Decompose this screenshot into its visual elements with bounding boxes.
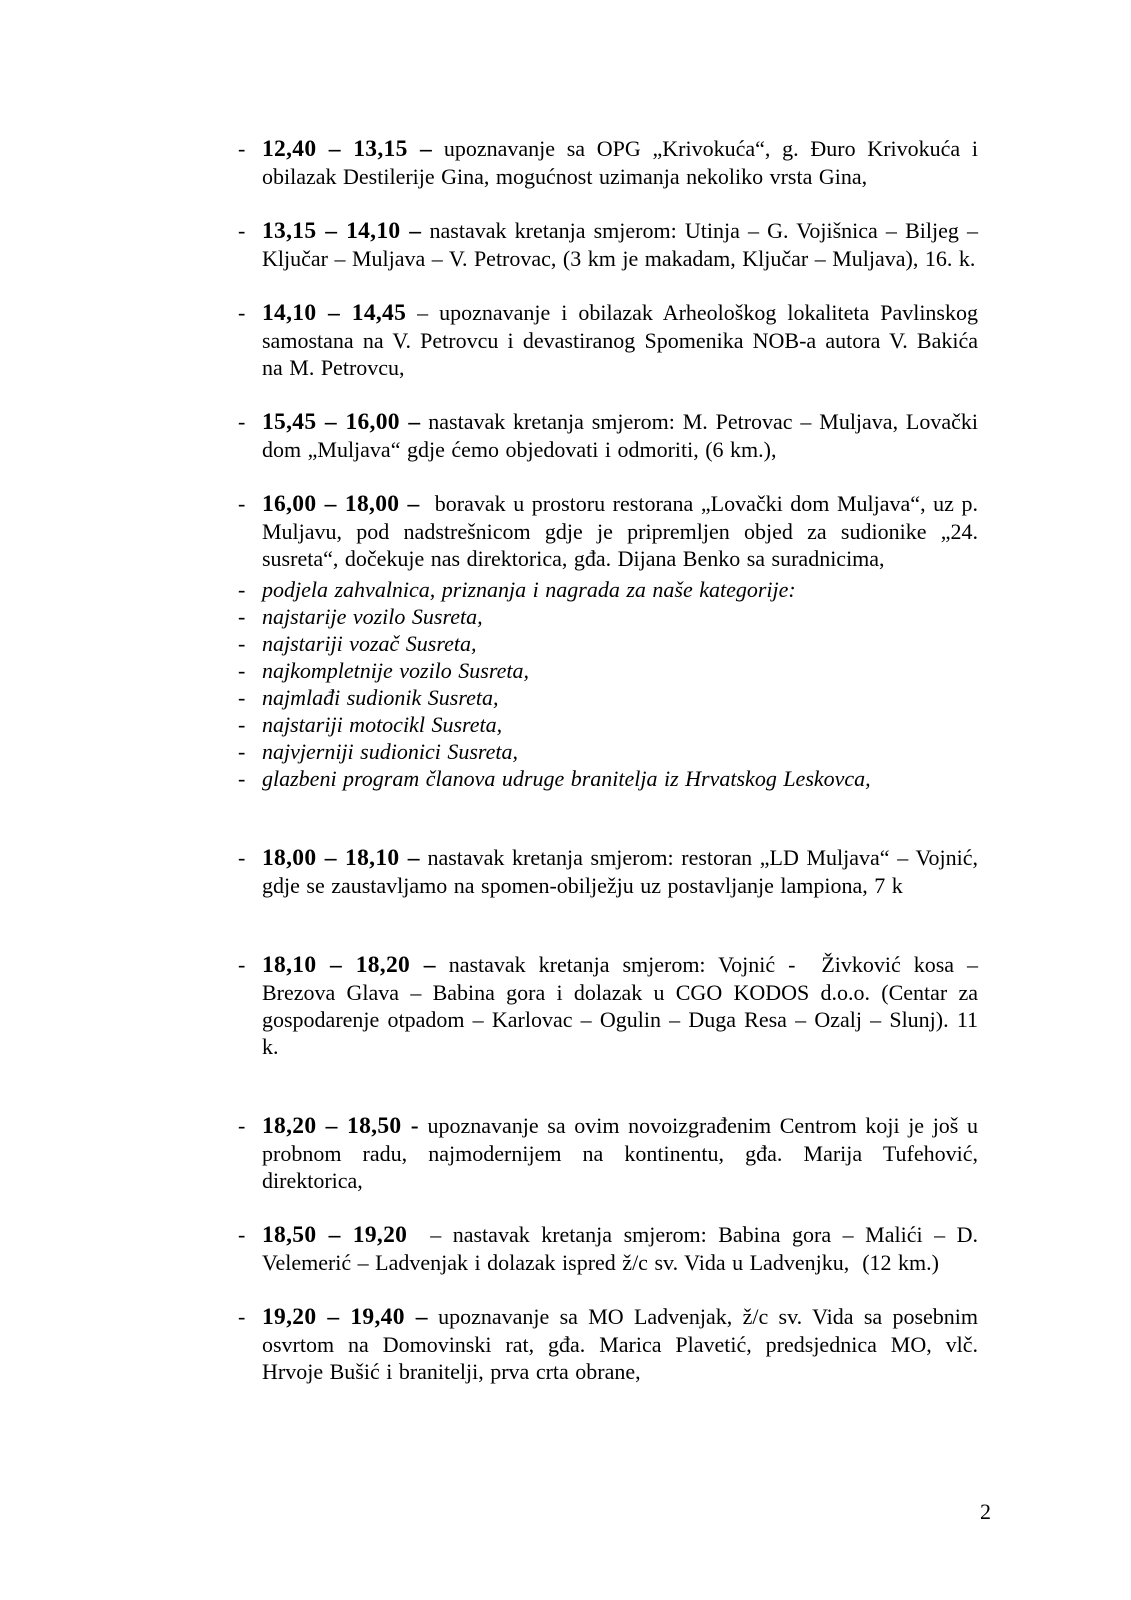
entry-body: nastavak kretanja smjerom: Vojnić - Živković kosa – Brezova Glava – Babina gora i dolazak u CGO KODOS d.o.o. (Centar za gospodarenje otpadom – Karlovac – Ogulin – Duga Resa – Ozalj – Slunj). 11 k. — [262, 952, 979, 1059]
entry-time-range: 18,50 – 19,20 — [262, 1222, 408, 1248]
award-item — [238, 630, 978, 657]
entry-time-range: 14,10 – 14,45 — [262, 300, 407, 326]
list-dash-icon: - — [238, 1113, 246, 1138]
award-item — [238, 576, 978, 603]
entry-time-range: 18,00 – 18,10 – — [262, 845, 420, 871]
list-dash-icon: - — [238, 136, 246, 161]
entry-time-range: 12,40 – 13,15 – — [262, 136, 433, 162]
schedule-entry — [238, 217, 978, 272]
list-dash-icon: - — [238, 658, 246, 683]
list-dash-icon: - — [238, 491, 246, 516]
list-dash-icon: - — [238, 766, 246, 791]
entry-time-range: 13,15 – 14,10 – — [262, 218, 422, 244]
entry-text — [262, 1303, 978, 1385]
entry-body: podjela zahvalnica, priznanja i nagrada za naše kategorije: — [262, 577, 796, 602]
schedule-entry — [238, 951, 978, 1060]
entry-body: najstariji motocikl Susreta, — [262, 712, 503, 737]
schedule-entry — [238, 1221, 978, 1276]
list-dash-icon: - — [238, 739, 246, 764]
list-dash-icon: - — [238, 604, 246, 629]
list-dash-icon: - — [238, 631, 246, 656]
list-dash-icon: - — [238, 1304, 246, 1329]
entry-body: nastavak kretanja smjerom: restoran „LD Muljava“ – Vojnić, gdje se zaustavljamo na spomen-obilježju uz postavljanje lampiona, 7 k — [262, 845, 978, 898]
entry-body: najstarije vozilo Susreta, — [262, 604, 483, 629]
schedule-entry — [238, 1112, 978, 1194]
award-text — [262, 711, 978, 738]
entry-body: najkompletnije vozilo Susreta, — [262, 658, 529, 683]
award-text — [262, 603, 978, 630]
entry-text — [262, 408, 978, 463]
entry-body: najstariji vozač Susreta, — [262, 631, 477, 656]
entry-text — [262, 299, 978, 381]
list-dash-icon: - — [238, 685, 246, 710]
schedule-entry — [238, 299, 978, 381]
list-dash-icon: - — [238, 845, 246, 870]
award-item — [238, 657, 978, 684]
list-dash-icon: - — [238, 952, 246, 977]
list-dash-icon: - — [238, 577, 246, 602]
award-item — [238, 711, 978, 738]
page-number: 2 — [980, 1499, 991, 1524]
list-dash-icon: - — [238, 409, 246, 434]
schedule-entry — [238, 490, 978, 572]
entry-text — [262, 844, 978, 899]
award-item — [238, 738, 978, 765]
schedule-entry — [238, 844, 978, 899]
entry-body: upoznavanje sa MO Ladvenjak, ž/c sv. Vida sa posebnim osvrtom na Domovinski rat, gđa. Marica Plavetić, predsjednica MO, vlč. Hrvoje Bušić i branitelji, prva crta obrane, — [262, 1304, 978, 1384]
award-item — [238, 684, 978, 711]
entry-body: najmlađi sudionik Susreta, — [262, 685, 499, 710]
award-item — [238, 603, 978, 630]
entry-time-range: 16,00 – 18,00 – — [262, 491, 420, 517]
list-dash-icon: - — [238, 218, 246, 243]
list-dash-icon: - — [238, 1222, 246, 1247]
entry-body: glazbeni program članova udruge branitelja iz Hrvatskog Leskovca, — [262, 766, 871, 791]
entry-body: upoznavanje sa OPG „Krivokuća“, g. Đuro Krivokuća i obilazak Destilerije Gina, mogućnost uzimanja nekoliko vrsta Gina, — [262, 136, 979, 189]
award-text — [262, 765, 978, 792]
entry-text — [262, 1221, 978, 1276]
entry-body: boravak u prostoru restorana „Lovački dom Muljava“, uz p. Muljavu, pod nadstrešnicom gdje je pripremljen objed za sudionike „24. susreta“, dočekuje nas direktorica, gđa. Dijana Benko sa suradnicima, — [262, 491, 978, 571]
entry-body: upoznavanje sa ovim novoizgrađenim Centrom koji je još u probnom radu, najmodernijem na kontinentu, gđa. Marija Tufehović, direktorica, — [262, 1113, 979, 1193]
award-item — [238, 765, 978, 792]
award-text — [262, 684, 978, 711]
entry-body: najvjerniji sudionici Susreta, — [262, 739, 518, 764]
award-text — [262, 738, 978, 765]
entry-body: – nastavak kretanja smjerom: Babina gora – Malići – D. Velemerić – Ladvenjak i dolazak ispred ž/c sv. Vida u Ladvenjku, (12 km.) — [262, 1222, 978, 1275]
entry-time-range: 18,10 – 18,20 – — [262, 952, 436, 978]
award-text — [262, 576, 978, 603]
schedule-entry — [238, 1303, 978, 1385]
entry-text — [262, 1112, 978, 1194]
award-text — [262, 657, 978, 684]
entry-text — [262, 135, 978, 190]
entry-body: nastavak kretanja smjerom: M. Petrovac – Muljava, Lovački dom „Muljava“ gdje ćemo objedovati i odmoriti, (6 km.), — [262, 409, 978, 462]
entry-time-range: 18,20 – 18,50 - — [262, 1113, 419, 1139]
entry-text — [262, 217, 978, 272]
award-text — [262, 630, 978, 657]
entry-time-range: 15,45 – 16,00 – — [262, 409, 421, 435]
schedule-list — [238, 135, 978, 1385]
entry-text — [262, 490, 978, 572]
list-dash-icon: - — [238, 712, 246, 737]
entry-text — [262, 951, 978, 1060]
schedule-entry — [238, 408, 978, 463]
entry-body: nastavak kretanja smjerom: Utinja – G. Vojišnica – Biljeg – Ključar – Muljava – V. Petrovac, (3 km je makadam, Ključar – Muljava), 16. k. — [262, 218, 979, 271]
entry-time-range: 19,20 – 19,40 – — [262, 1304, 428, 1330]
schedule-entry — [238, 135, 978, 190]
entry-body: – upoznavanje i obilazak Arheološkog lokaliteta Pavlinskog samostana na V. Petrovcu i devastiranog Spomenika NOB-a autora V. Bakića na M. Petrovcu, — [262, 300, 978, 380]
list-dash-icon: - — [238, 300, 246, 325]
